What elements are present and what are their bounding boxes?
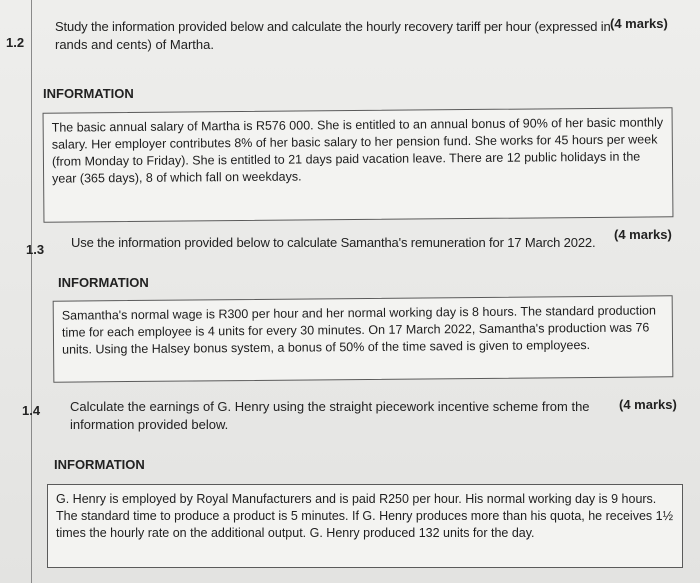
question-1-4-line-1: Calculate the earnings of G. Henry using the straight piecework incentive scheme from the [70,399,590,414]
margin-line [31,0,32,583]
info-box-1-3 [53,295,674,382]
question-number-1-3: 1.3 [26,242,45,257]
marks-1-4: (4 marks) [619,397,677,412]
info-text-1-4: G. Henry is employed by Royal Manufacturers and is paid R250 per hour. His normal working day is 9 hours. The standard time to produce a product is 5 minutes. If G. Henry produces more than his quota, he receives 1½ times the hourly rate on the additional output. G. Henry produced 132 units for the day. [56,492,673,540]
info-box-1-2 [43,107,674,222]
info-label-1-3: INFORMATION [58,275,149,290]
question-text-1-3: Use the information provided below to calculate Samantha's remuneration for 17 March 2022. [71,235,596,250]
marks-1-2: (4 marks) [610,16,668,31]
info-label-1-4: INFORMATION [54,457,145,472]
question-1-4-line-2: information provided below. [70,417,229,432]
info-box-1-4 [47,484,683,568]
info-text-1-2: The basic annual salary of Martha is R576 000. She is entitled to an annual bonus of 90% of her basic monthly salary. Her employer contributes 8% of her basic salary to her pension fund. She works for 45 hours per week (from Monday to Friday). She is entitled to 21 days paid vacation leave. There are 12 public holidays in the year (365 days), 8 of which fall on weekdays. [51,115,664,186]
question-1-2-line-2: rands and cents) of Martha. [55,37,214,52]
marks-1-3: (4 marks) [614,227,672,242]
question-text-1-2 [55,18,611,54]
question-text-1-4 [70,398,600,434]
question-number-1-2: 1.2 [6,35,25,50]
question-1-2-line-1: Study the information provided below and calculate the hourly recovery tariff per hour (expressed in [55,19,611,34]
info-text-1-3: Samantha's normal wage is R300 per hour and her normal working day is 8 hours. The standard production time for each employee is 4 units for every 30 minutes. On 17 March 2022, Samantha's production was 76 units. Using the Halsey bonus system, a bonus of 50% of the time saved is given to employees. [61,303,656,357]
info-label-1-2: INFORMATION [43,86,134,101]
question-number-1-4: 1.4 [22,403,41,418]
